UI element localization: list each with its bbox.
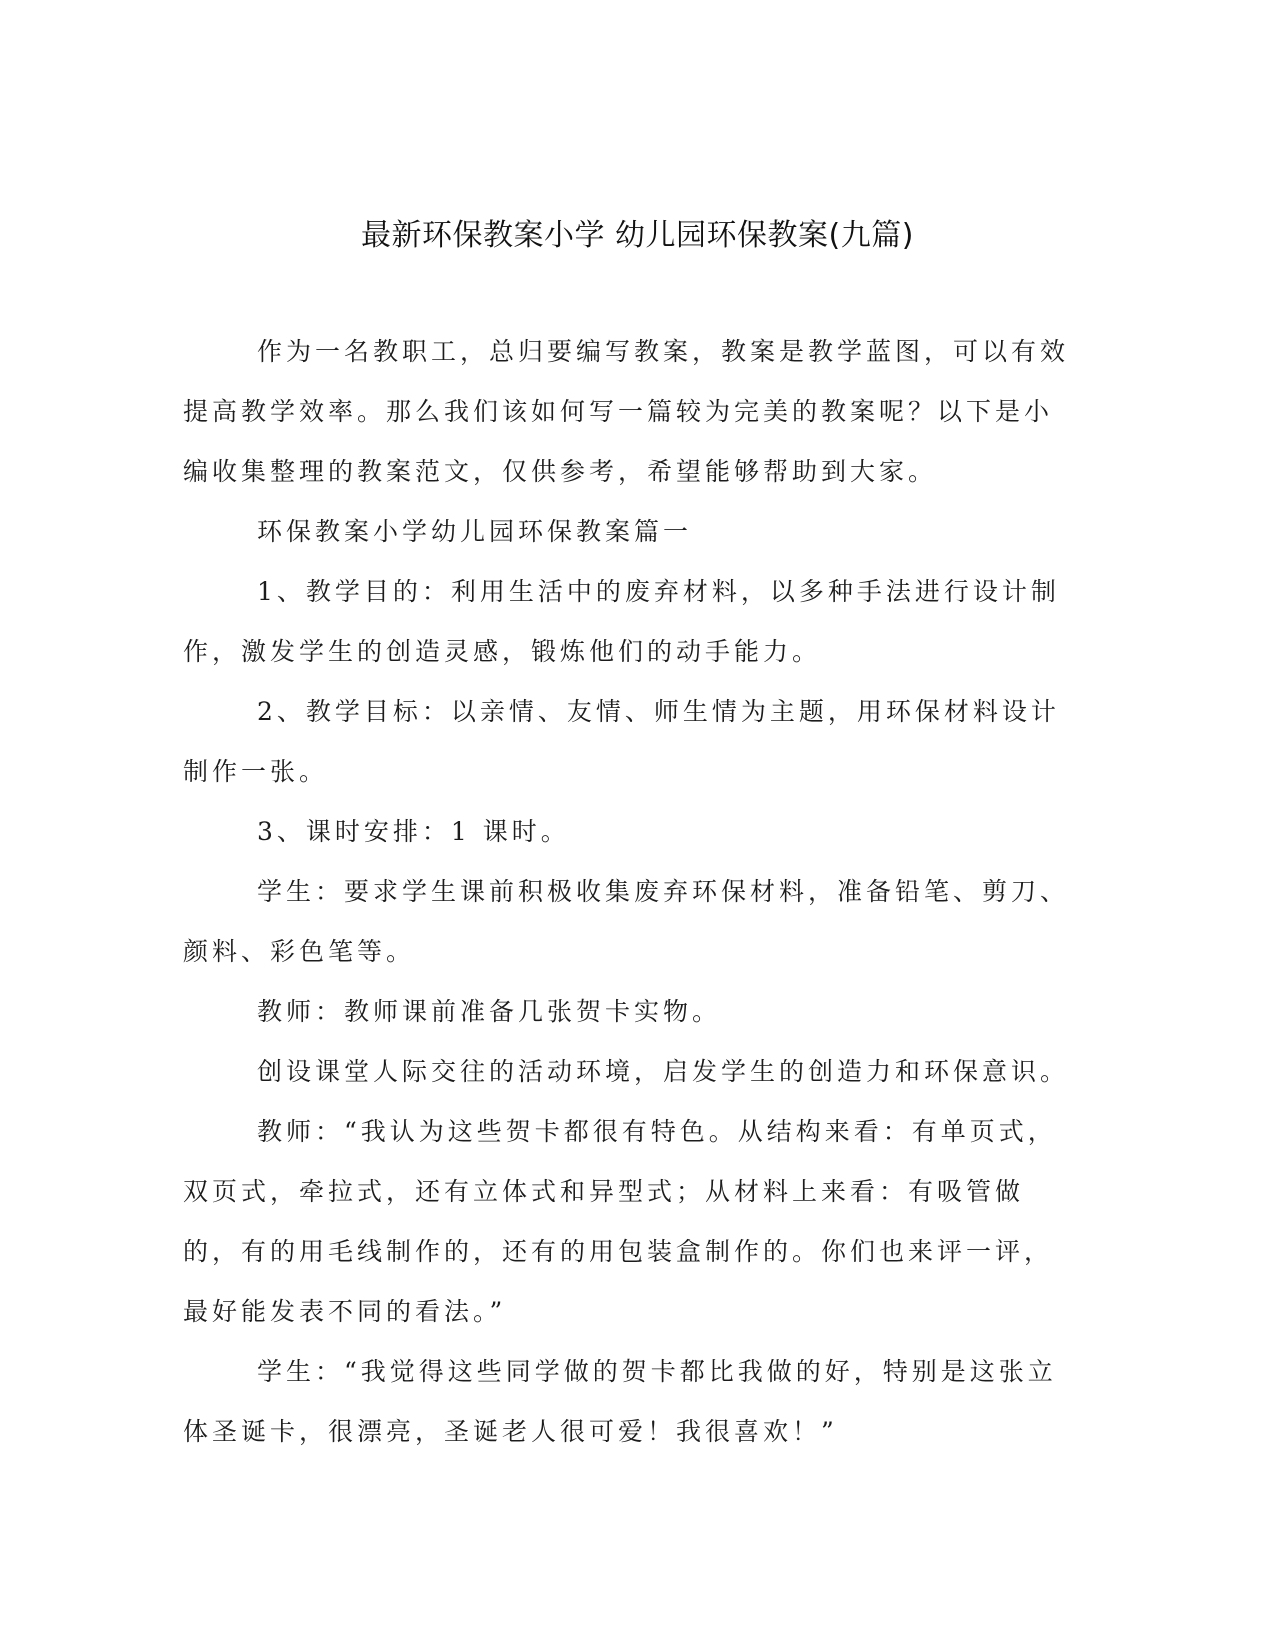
paragraph-intro: 作为一名教职工，总归要编写教案，教案是教学蓝图，可以有效提高教学效率。那么我们该如何写一篇较为完美的教案呢？以下是小编收集整理的教案范文，仅供参考，希望能够帮助到大家。 <box>183 337 1070 486</box>
paragraph-environment: 创设课堂人际交往的活动环境，启发学生的创造力和环保意识。 <box>257 1057 1070 1086</box>
paragraph-teaching-purpose: 1、教学目的：利用生活中的废弃材料，以多种手法进行设计制作，激发学生的创造灵感，锻炼他们的动手能力。 <box>183 577 1060 666</box>
paragraph-teaching-goal: 2、教学目标：以亲情、友情、师生情为主题，用环保材料设计制作一张。 <box>183 697 1060 786</box>
paragraph-schedule: 3、课时安排：1 课时。 <box>257 817 570 846</box>
paragraph-teacher-quote: 教师：“我认为这些贺卡都很有特色。从结构来看：有单页式，双页式，牵拉式，还有立体式和异型式；从材料上来看：有吸管做的，有的用毛线制作的，还有的用包装盒制作的。你们也来评一评，最好能发表不同的看法。” <box>183 1117 1057 1326</box>
document-body <box>183 322 1073 1462</box>
document-title: 最新环保教案小学 幼儿园环保教案(九篇) <box>361 218 914 253</box>
paragraph-teacher-prep: 教师：教师课前准备几张贺卡实物。 <box>257 997 722 1026</box>
paragraph-student-prep: 学生：要求学生课前积极收集废弃环保材料，准备铅笔、剪刀、颜料、彩色笔等。 <box>183 877 1070 966</box>
section-heading: 环保教案小学幼儿园环保教案篇一 <box>257 517 693 546</box>
paragraph-student-quote: 学生：“我觉得这些同学做的贺卡都比我做的好，特别是这张立体圣诞卡，很漂亮，圣诞老人很可爱！我很喜欢！” <box>183 1357 1057 1446</box>
